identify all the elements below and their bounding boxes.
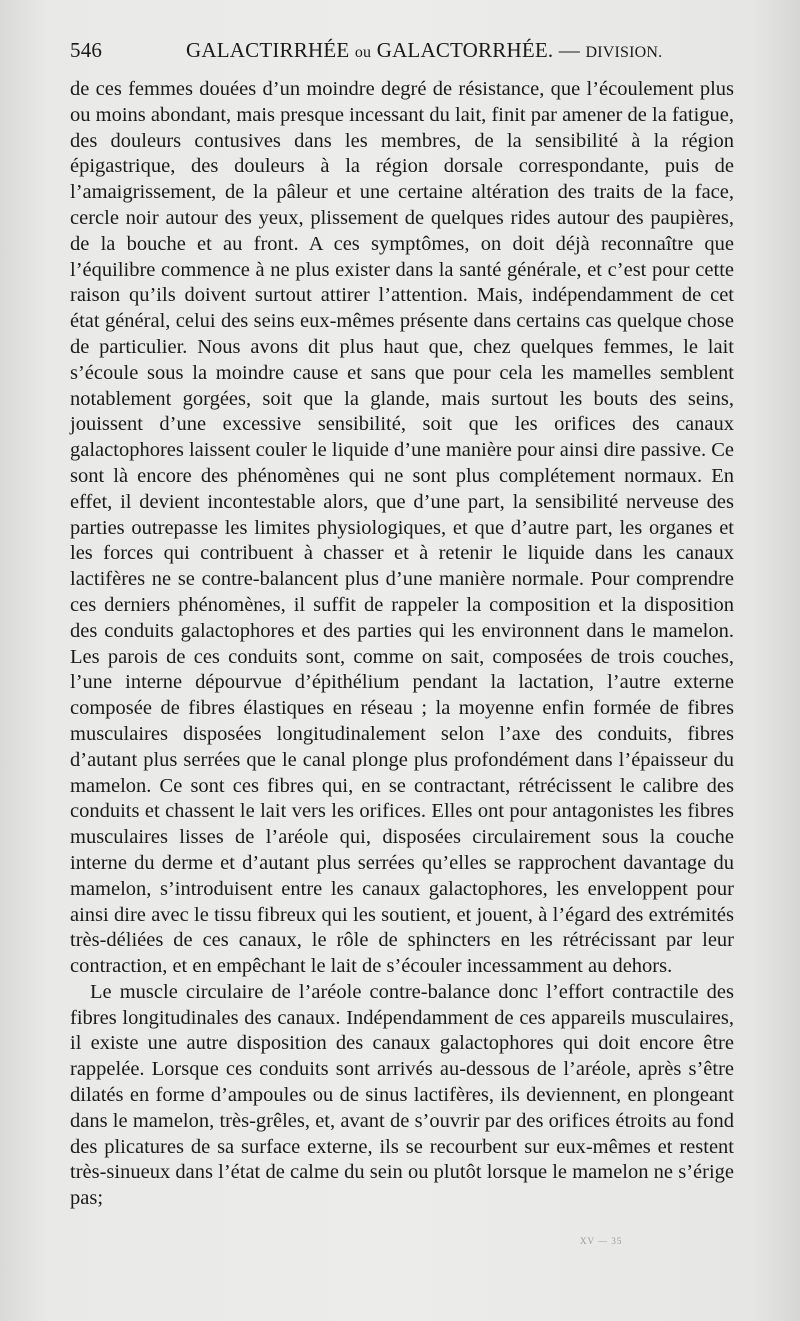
running-title: [186, 38, 662, 63]
title-main: GALACTIRRHÉE: [186, 38, 350, 62]
title-ou: ou: [354, 44, 372, 61]
title-second: GALACTORRHÉE.: [376, 38, 554, 62]
running-header: [70, 30, 734, 66]
signature-mark: XV — 35: [580, 1236, 623, 1246]
paragraph-muscle-circulaire: Le muscle circulaire de l’aréole contre-balance donc l’effort contractile des fibres longitudinales des canaux. Indépendamment de ces appareils musculaires, il existe une autre disposition des canaux galactophores qui doit encore être rappelée. Lorsque ces conduits sont arrivés au-dessous de l’aréole, après s’être dilatés en forme d’ampoules ou de sinus lactifères, ils deviennent, en plongeant dans le mamelon, très-grêles, et, avant de s’ouvrir par des orifices étroits au fond des plicatures de sa surface externe, ils se recourbent sur eux-mêmes et restent très-sinueux dans l’état de calme du sein ou plutôt lorsque le mamelon ne s’érige pas;: [70, 980, 734, 1210]
title-section: DIVISION.: [585, 44, 663, 61]
page-number: 546: [70, 38, 103, 62]
title-dash: —: [558, 38, 580, 62]
body-text: [70, 77, 734, 1212]
paragraph-continued: de ces femmes douées d’un moindre degré de résistance, que l’écoulement plus ou moins abondant, mais presque incessant du lait, finit par amener de la fatigue, des douleurs contusives dans les membres, de la sensibilité à la région épigastrique, des douleurs à la région dorsale correspondante, puis de l’amaigrissement, de la pâleur et une certaine altération des traits de la face, cercle noir autour des yeux, plissement de quelques rides autour des paupières, de la bouche et au front. A ces symptômes, on doit déjà reconnaître que l’équilibre commence à ne plus exister dans la santé générale, et c’est pour cette raison qu’ils doivent surtout attirer l’attention. Mais, indépendamment de cet état général, celui des seins eux-mêmes présente dans certains cas quelque chose de particulier. Nous avons dit plus haut que, chez quelques femmes, le lait s’écoule sous la moindre cause et sans que pour cela les mamelles semblent notablement gorgées, soit que la glande, mais surtout les bouts des seins, jouissent d’une excessive sensibilité, soit que les orifices des canaux galactophores laissent couler le liquide d’une manière pour ainsi dire passive. Ce sont là encore des phénomènes qui ne sont plus complétement normaux. En effet, il devient incontestable alors, que d’une part, la sensibilité nerveuse des parties outrepasse les limites physiologiques, et que d’autre part, les organes et les forces qui contribuent à chasser et à retenir le liquide dans les canaux lactifères ne se contre-balancent plus d’une manière normale. Pour comprendre ces derniers phénomènes, il suffit de rappeler la composition et la disposition des conduits galactophores et des parties qui les environnent dans le mamelon. Les parois de ces conduits sont, comme on sait, composées de trois couches, l’une interne dépourvue d’épithélium pendant la lactation, l’autre externe composée de fibres élastiques en réseau ; la moyenne enfin formée de fibres musculaires disposées longitudinalement selon l’axe des conduits, fibres d’autant plus serrées que le canal plonge plus profondément dans l’épaisseur du mamelon. Ce sont ces fibres qui, en se contractant, rétrécissent le calibre des conduits et chassent le lait vers les orifices. Elles ont pour antagonistes les fibres musculaires lisses de l’aréole qui, disposées circulairement sous la couche interne du derme et d’autant plus serrées qu’elles se rapprochent davantage du mamelon, s’introduisent entre les canaux galactophores, les enveloppent pour ainsi dire avec le tissu fibreux qui les soutient, et jouent, à l’égard des extrémités très-déliées de ces canaux, le rôle de sphincters en les rétrécissant par leur contraction, et en empêchant le lait de s’écouler incessamment au dehors.: [70, 78, 734, 978]
